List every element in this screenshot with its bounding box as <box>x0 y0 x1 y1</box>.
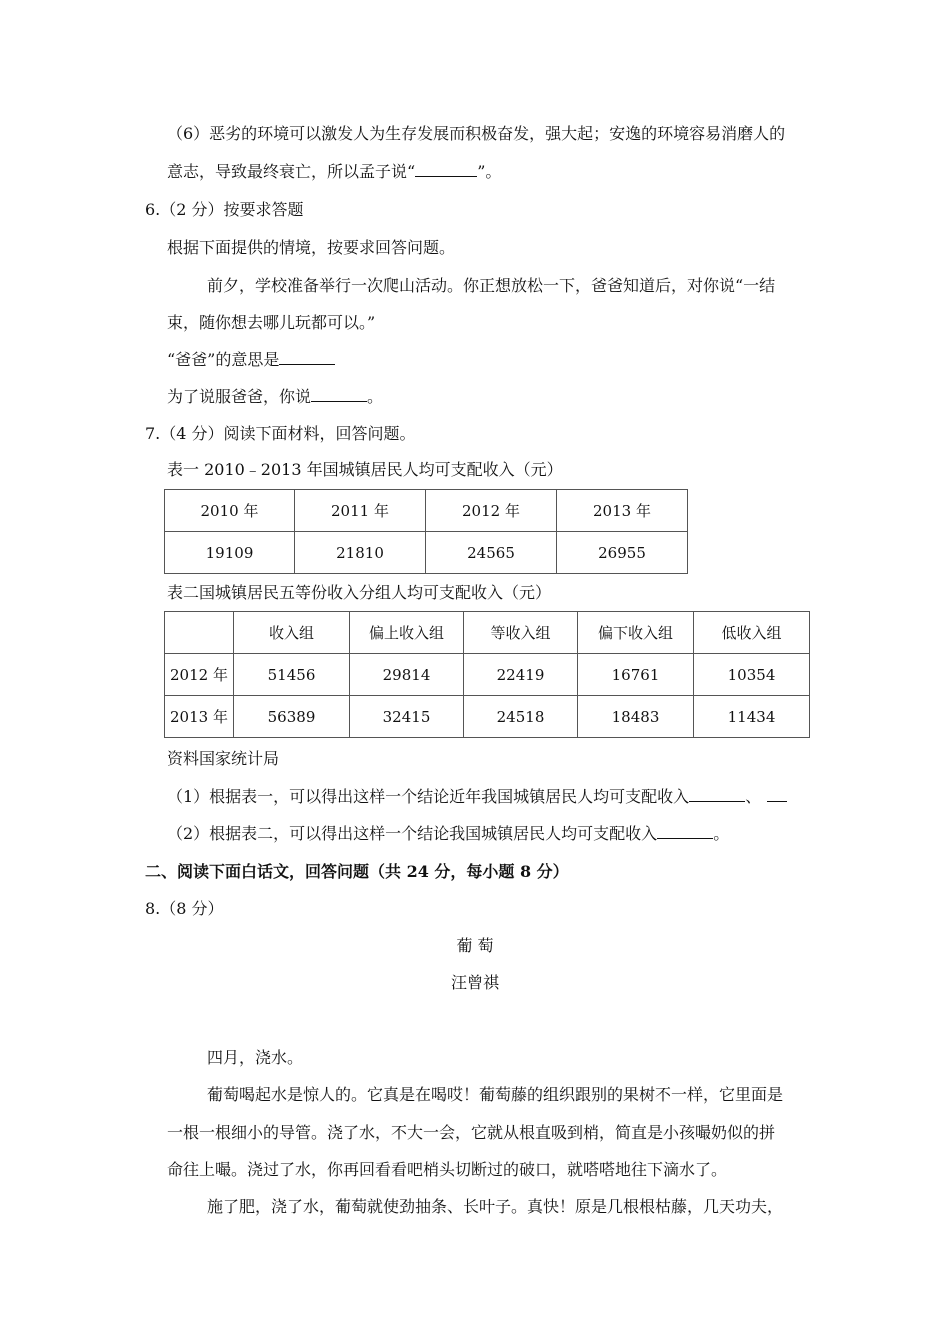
table2-cell: 2012 年 <box>165 654 234 696</box>
table2-header: 收入组 <box>234 612 350 654</box>
q6-ask1 <box>167 350 335 370</box>
table1 <box>164 489 688 574</box>
q6-ask2-end: 。 <box>367 387 384 406</box>
article-title: 葡 萄 <box>456 936 494 955</box>
table1-header: 2011 年 <box>295 490 426 532</box>
q6-para-line2: 束，随你想去哪儿玩都可以。” <box>167 313 376 332</box>
answer-blank[interactable] <box>311 387 367 402</box>
table2 <box>164 611 810 738</box>
answer-blank[interactable] <box>689 787 745 802</box>
table2-cell: 10354 <box>694 654 810 696</box>
table2-header: 等收入组 <box>464 612 578 654</box>
q7-sub2 <box>167 824 729 844</box>
answer-blank[interactable] <box>415 162 477 177</box>
data-source: 资料国家统计局 <box>167 749 280 768</box>
table1-header: 2013 年 <box>557 490 688 532</box>
table1-cell: 24565 <box>426 532 557 574</box>
q6-intro: 根据下面提供的情境，按要求回答问题。 <box>167 238 456 257</box>
article-para-line: 命往上嘬。浇过了水，你再回看看吧梢头切断过的破口，就嗒嗒地往下滴水了。 <box>167 1160 728 1179</box>
answer-blank[interactable] <box>767 787 787 802</box>
article-para-line: 一根一根细小的导管。浇了水，不大一会，它就从根直吸到梢，简直是小孩嘬奶似的拼 <box>167 1123 776 1142</box>
table2-header: 低收入组 <box>694 612 810 654</box>
q5-6-line2 <box>167 162 501 182</box>
q7-sub2-text: （2）根据表二，可以得出这样一个结论我国城镇居民人均可支配收入 <box>167 824 658 843</box>
table1-header: 2012 年 <box>426 490 557 532</box>
table1-header: 2010 年 <box>165 490 295 532</box>
q6-heading: 6.（2 分）按要求答题 <box>145 200 304 219</box>
table2-header: 偏下收入组 <box>578 612 694 654</box>
q7-sub2-end: 。 <box>713 824 730 843</box>
table2-header: 偏上收入组 <box>350 612 464 654</box>
article-para-line: 施了肥，浇了水，葡萄就使劲抽条、长叶子。真快！原是几根根枯藤，几天功夫， <box>207 1197 784 1216</box>
table2-cell: 29814 <box>350 654 464 696</box>
q7-sub1 <box>167 787 787 807</box>
table2-row <box>165 654 810 696</box>
section2-heading: 二、阅读下面白话文，回答问题（共 24 分，每小题 8 分） <box>145 862 569 881</box>
q6-ask1-text: “爸爸”的意思是 <box>167 350 280 369</box>
table1-caption: 表一 2010﹣2013 年国城镇居民人均可支配收入（元） <box>167 460 563 479</box>
table2-header-row <box>165 612 810 654</box>
table1-value-row <box>165 532 688 574</box>
table2-cell: 22419 <box>464 654 578 696</box>
table2-cell: 24518 <box>464 696 578 738</box>
table2-caption: 表二国城镇居民五等份收入分组人均可支配收入（元） <box>167 583 552 602</box>
answer-blank[interactable] <box>657 824 713 839</box>
table2-cell: 16761 <box>578 654 694 696</box>
answer-blank[interactable] <box>279 350 335 365</box>
table1-header-row <box>165 490 688 532</box>
q7-sub1-text: （1）根据表一，可以得出这样一个结论近年我国城镇居民人均可支配收入 <box>167 787 690 806</box>
q7-sub1-sep: 、 <box>745 787 762 806</box>
q6-ask2 <box>167 387 383 407</box>
q5-6-line2-end: ”。 <box>477 162 502 181</box>
table2-cell: 56389 <box>234 696 350 738</box>
table2-row <box>165 696 810 738</box>
table2-cell: 11434 <box>694 696 810 738</box>
article-author: 汪曾祺 <box>450 973 499 992</box>
table2-header <box>165 612 234 654</box>
q6-para-line1: 前夕，学校准备举行一次爬山活动。你正想放松一下，爸爸知道后，对你说“一结 <box>207 276 776 295</box>
table2-cell: 18483 <box>578 696 694 738</box>
table2-cell: 32415 <box>350 696 464 738</box>
q6-ask2-text: 为了说服爸爸，你说 <box>167 387 312 406</box>
q7-heading: 7.（4 分）阅读下面材料，回答问题。 <box>145 424 416 443</box>
table2-cell: 2013 年 <box>165 696 234 738</box>
table2-cell: 51456 <box>234 654 350 696</box>
article-para: 四月，浇水。 <box>207 1048 304 1067</box>
table1-cell: 21810 <box>295 532 426 574</box>
q5-6-line1: （6）恶劣的环境可以激发人为生存发展而积极奋发，强大起；安逸的环境容易消磨人的 <box>167 124 786 143</box>
table1-cell: 19109 <box>165 532 295 574</box>
article-para-line: 葡萄喝起水是惊人的。它真是在喝哎！葡萄藤的组织跟别的果树不一样，它里面是 <box>207 1085 784 1104</box>
table1-cell: 26955 <box>557 532 688 574</box>
q8-heading: 8.（8 分） <box>145 899 224 918</box>
q5-6-line2-text: 意志，导致最终衰亡，所以孟子说“ <box>167 162 416 181</box>
